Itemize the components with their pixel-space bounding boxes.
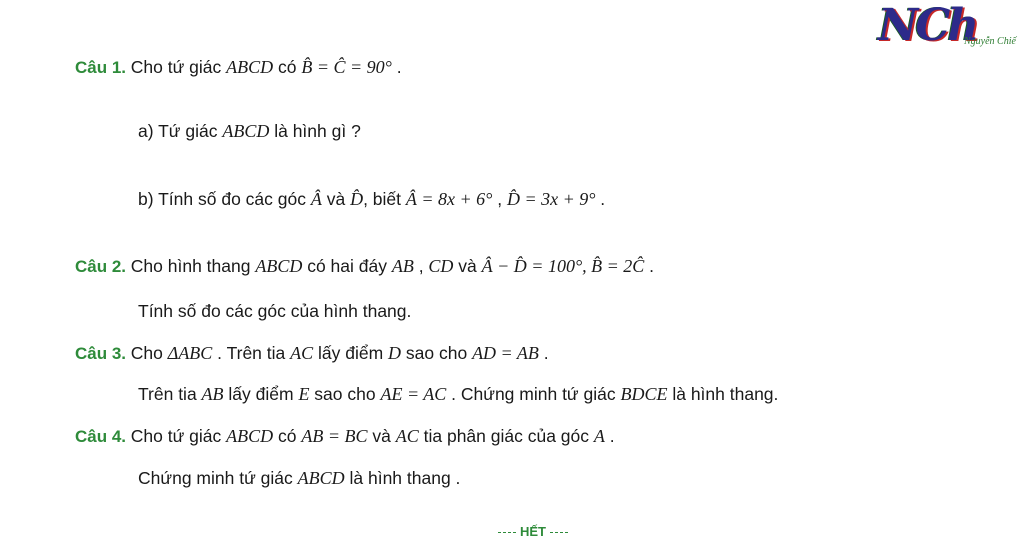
q4-text4: tia phân giác của góc <box>418 426 594 446</box>
q3-text5: . <box>538 343 549 363</box>
q1-line-1 <box>75 55 402 80</box>
logo-mark: NCh <box>878 0 977 51</box>
q1-math: ABCD <box>226 57 274 77</box>
q3-label: Câu 3. <box>75 344 127 363</box>
q3-line-1 <box>75 341 549 366</box>
q4-label: Câu 4. <box>75 427 127 446</box>
q1b-text5: . <box>595 189 606 209</box>
q1b-text2: và <box>321 189 351 209</box>
q4-math4: A <box>593 426 605 446</box>
q2-math3: CD <box>428 256 454 276</box>
q3-math: ΔABC <box>167 343 213 363</box>
q3-math4: AD = AB <box>472 343 539 363</box>
q1b-math2: D̂ <box>350 189 364 209</box>
q4-line2-text: Chứng minh tứ giác <box>138 468 298 488</box>
q2-math2: AB <box>391 256 414 276</box>
q3-line2-text2: lấy điểm <box>223 384 299 404</box>
q4-line-1 <box>75 424 615 449</box>
q2-line2-text: Tính số đo các góc của hình thang. <box>138 301 412 321</box>
q3-text: Cho <box>130 343 168 363</box>
q1a-math: ABCD <box>222 121 270 141</box>
q1a-text: a) Tứ giác <box>138 121 223 141</box>
q1-part-b <box>138 187 605 212</box>
q2-line-2 <box>138 299 411 324</box>
ncm-logo <box>878 2 1024 52</box>
q1b-math: Â <box>310 189 322 209</box>
q4-math2: AB = BC <box>301 426 368 446</box>
q3-line2-text3: sao cho <box>309 384 381 404</box>
q2-text4: và <box>453 256 482 276</box>
q3-text2: . Trên tia <box>212 343 291 363</box>
q4-line2-math: ABCD <box>297 468 345 488</box>
q4-line2-text2: là hình thang . <box>344 468 461 488</box>
q2-label: Câu 2. <box>75 257 127 276</box>
q3-text3: lấy điểm <box>313 343 389 363</box>
q4-text5: . <box>604 426 615 446</box>
q2-line-1 <box>75 254 654 279</box>
q1b-text: b) Tính số đo các góc <box>138 189 311 209</box>
q3-line2-text5: là hình thang. <box>667 384 779 404</box>
q2-math4: Â − D̂ = 100°, B̂ = 2Ĉ <box>481 256 645 276</box>
q4-text: Cho tứ giác <box>130 426 227 446</box>
q3-line-2 <box>138 382 778 407</box>
q1b-math4: D̂ = 3x + 9° <box>506 189 596 209</box>
q3-line2-math2: E <box>298 384 310 404</box>
q3-text4: sao cho <box>401 343 473 363</box>
q3-line2-math3: AE = AC <box>380 384 447 404</box>
q1b-text3: , biết <box>363 189 406 209</box>
q1-label: Câu 1. <box>75 58 127 77</box>
q3-line2-text4: . Chứng minh tứ giác <box>446 384 621 404</box>
q1-text2: có <box>273 57 302 77</box>
q1-text: Cho tứ giác <box>130 57 227 77</box>
q1b-text4: , <box>492 189 507 209</box>
q4-text2: có <box>273 426 302 446</box>
end-mark: HẾT <box>488 524 578 539</box>
q2-text5: . <box>644 256 655 276</box>
q3-math2: AC <box>290 343 314 363</box>
q3-line2-math: AB <box>201 384 224 404</box>
q4-math3: AC <box>395 426 419 446</box>
q4-text3: và <box>367 426 396 446</box>
q2-text2: có hai đáy <box>302 256 392 276</box>
q3-math3: D <box>388 343 402 363</box>
q2-text: Cho hình thang <box>130 256 256 276</box>
q4-line-2 <box>138 466 460 491</box>
q1-math2: B̂ = Ĉ = 90° <box>301 57 392 77</box>
q1b-math3: Â = 8x + 6° <box>405 189 493 209</box>
q4-math: ABCD <box>226 426 274 446</box>
q1-part-a <box>138 119 361 144</box>
q1-text3: . <box>391 57 402 77</box>
q1a-text2: là hình gì ? <box>269 121 361 141</box>
logo-signature: Nguyễn Chiế <box>964 36 1016 47</box>
q3-line2-math4: BDCE <box>620 384 668 404</box>
q3-line2-text: Trên tia <box>138 384 202 404</box>
q2-text3: , <box>413 256 429 276</box>
q2-math: ABCD <box>255 256 303 276</box>
